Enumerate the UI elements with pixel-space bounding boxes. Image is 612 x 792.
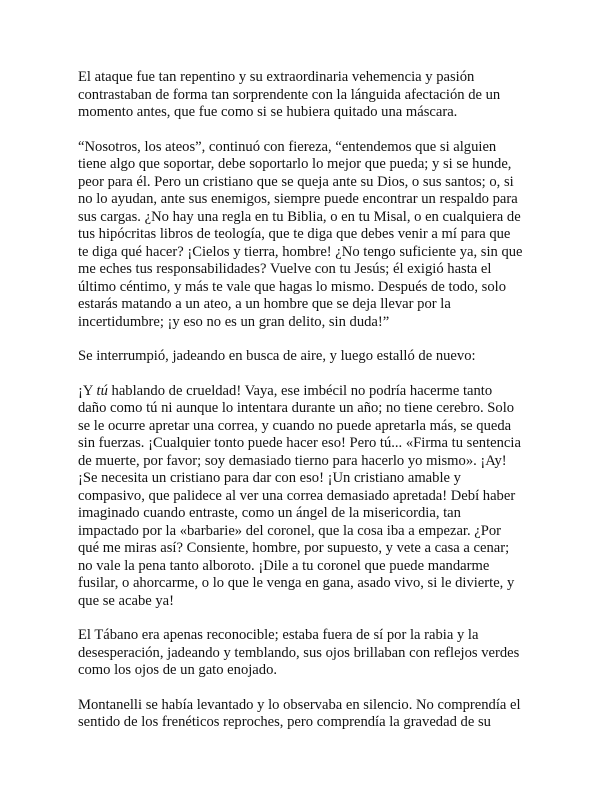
text-line: imaginado cuando entraste, como un ángel de la misericordia, tan — [78, 505, 461, 521]
text-line: peor para él. Pero un cristiano que se queja ante su Dios, o sus santos; o, si — [78, 173, 514, 190]
text-line: tus hipócritas libros de teología, que te diga que debes venir a mí para que — [78, 226, 511, 242]
text-line: Se interrumpió, jadeando en busca de aire, y luego estalló de nuevo: — [78, 348, 476, 364]
text-run: ¡Y — [78, 382, 97, 399]
text-line: “Nosotros, los ateos”, continuó con fiereza, “entendemos que si alguien — [78, 138, 497, 155]
text-line: El ataque fue tan repentino y su extraordinaria vehemencia y pasión — [78, 69, 475, 85]
text-line: se le ocurre apretar una correa, y cuando no puede apretarla más, se queda — [78, 417, 512, 434]
text-line: qué me miras así? Consiente, hombre, por supuesto, y vete a casa a cenar; — [78, 540, 510, 556]
text-line: no lo ayudan, ante sus enemigos, siempre puede encontrar un respaldo para — [78, 191, 518, 207]
text-line: tiene algo que soportar, debe soportarlo lo mejor que pueda; y si se hunde, — [78, 156, 512, 172]
text-line: El Tábano era apenas reconocible; estaba fuera de sí por la rabia y la — [78, 627, 479, 643]
text-line: que se acabe ya! — [78, 592, 175, 609]
document-page — [78, 69, 538, 749]
text-line: sin fuerzas. ¡Cualquier tonto puede hacer eso! Pero tú... «Firma tu sentencia — [78, 435, 521, 451]
paragraph-2 — [78, 139, 538, 332]
paragraph-6 — [78, 697, 538, 732]
text-line: te diga qué hacer? ¡Cielos y tierra, hombre! ¿No tengo suficiente ya, sin que — [78, 243, 523, 260]
text-line: incertidumbre; ¡y eso no es un gran delito, sin duda!” — [78, 313, 390, 330]
paragraph-4 — [78, 383, 538, 611]
text-line: ¡Se necesita un cristiano para dar con eso! ¡Un cristiano amable y — [78, 470, 461, 486]
text-line — [78, 383, 538, 401]
text-line: contrastaban de forma tan sorprendente con la lánguida afectación de un — [78, 86, 501, 103]
text-run: hablando de crueldad! Vaya, ese imbécil no podría hacerme tanto — [107, 382, 493, 399]
text-line: último céntimo, y más te vale que hagas lo mismo. Después de todo, solo — [78, 278, 507, 295]
text-line: Montanelli se había levantado y lo observaba en silencio. No comprendía el — [78, 696, 521, 713]
text-line: compasivo, que palidece al ver una correa demasiado apretada! Debí haber — [78, 487, 516, 504]
text-line: fusilar, o ahorcarme, o lo que le venga en gana, asado vivo, si le divierte, y — [78, 575, 515, 591]
text-line: desesperación, jadeando y temblando, sus ojos brillaban con reflejos verdes — [78, 644, 520, 661]
text-line: impactado por la «barbarie» del coronel, que la cosa iba a empezar. ¿Por — [78, 522, 502, 539]
paragraph-3 — [78, 348, 538, 366]
text-line: daño como tú ni aunque lo intentara durante un año; no tiene cerebro. Solo — [78, 400, 515, 416]
text-line: me eches tus responsabilidades? Vuelve con tu Jesús; él exigió hasta el — [78, 261, 492, 277]
emphasis-text: tú — [96, 382, 108, 399]
text-line: estarás matando a un ateo, a un hombre que se deja llevar por la — [78, 296, 451, 312]
text-line: no vale la pena tanto alboroto. ¡Dile a tu coronel que puede mandarme — [78, 557, 490, 574]
text-line: sentido de los frenéticos reproches, pero comprendía la gravedad de su — [78, 714, 491, 730]
text-line: sus cargas. ¿No hay una regla en tu Biblia, o en tu Misal, o en cualquiera de — [78, 208, 521, 225]
text-line: momento antes, que fue como si se hubiera quitado una máscara. — [78, 104, 458, 120]
paragraph-5 — [78, 627, 538, 680]
text-line: como los ojos de un gato enojado. — [78, 662, 278, 678]
text-line: de muerte, por favor; soy demasiado tierno para hacerlo yo mismo». ¡Ay! — [78, 452, 507, 469]
paragraph-1 — [78, 69, 538, 122]
